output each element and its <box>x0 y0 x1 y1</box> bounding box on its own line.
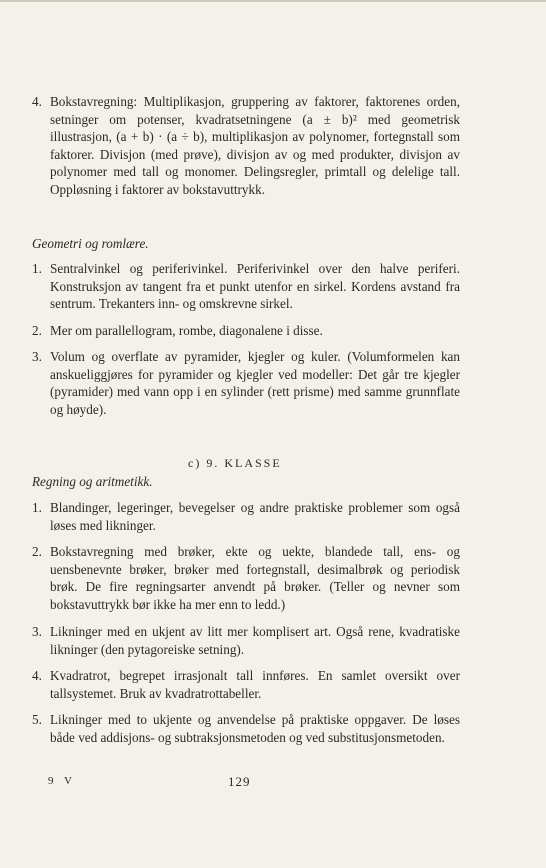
item-text: Kvadratrot, begrepet irrasjonalt tall innføres. En samlet oversikt over tallsystemet. Bruk av kvadratrottabeller. <box>50 668 460 701</box>
item-number: 2. <box>32 544 42 559</box>
item-number: 1. <box>32 500 42 515</box>
list-item <box>32 543 460 613</box>
list-item <box>32 260 460 313</box>
item-number: 1. <box>32 261 42 276</box>
item-number: 5. <box>32 712 42 727</box>
geometry-heading: Geometri og romlære. <box>32 236 149 251</box>
regning-heading: Regning og aritmetikk. <box>32 474 153 489</box>
item-number: 4. <box>32 668 42 683</box>
list-item <box>32 93 460 199</box>
list-item <box>32 623 460 658</box>
item-text: Blandinger, legeringer, bevegelser og andre praktiske problemer som også løses med likninger. <box>50 500 460 533</box>
item-text: Likninger med en ukjent av litt mer komplisert art. Også rene, kvadratiske likninger (den pytagoreiske setning). <box>50 624 460 657</box>
item-number: 3. <box>32 349 42 364</box>
item-text: Likninger med to ukjente og anvendelse på praktiske oppgaver. De løses både ved addisjons- og subtraksjonsmetoden og ved substitusjonsmetoden. <box>50 712 460 745</box>
item-number: 4. <box>32 94 42 109</box>
item-text: Mer om parallellogram, rombe, diagonalene i disse. <box>50 323 323 338</box>
page-number: 129 <box>228 774 251 789</box>
item-text: Sentralvinkel og periferivinkel. Periferivinkel over den halve periferi. Konstruksjon av tangent fra et punkt utenfor en sirkel. Kordens avstand fra sentrum. Trekanters inn- og omskrevne sirkel. <box>50 261 460 312</box>
list-item <box>32 322 460 340</box>
list-item <box>32 348 460 418</box>
item-number: 3. <box>32 624 42 639</box>
class-heading: c) 9. KLASSE <box>188 456 282 470</box>
item-text: Bokstavregning: Multiplikasjon, gruppering av faktorer, faktorenes orden, setninger om potenser, kvadratsetningene (a ± b)² med geometrisk illustrasjon, (a + b) · (a ÷ b), multiplikasjon av polynomer, fortegnstall som faktorer. Divisjon (med prøve), divisjon av og med produkter, divisjon av polynomer med tall og monomer. Delingsregler, primtall og delelige tall. Oppløsning i faktorer av bokstavuttrykk. <box>50 94 460 197</box>
item-number: 2. <box>32 323 42 338</box>
item-text: Bokstavregning med brøker, ekte og uekte, blandede tall, ens- og uensbenevnte brøker, brøker med fortegnstall, desimalbrøk og periodisk brøk. De fire regningsarter anvendt på brøker. (Teller og nevner som bokstavuttrykk bør ikke ha mer enn to ledd.) <box>50 544 460 612</box>
printer-signature: 9 V <box>48 775 76 787</box>
list-item <box>32 667 460 702</box>
list-item <box>32 499 460 534</box>
list-item <box>32 711 460 746</box>
item-text: Volum og overflate av pyramider, kjegler og kuler. (Volumformelen kan anskueliggjøres for pyramider og kjegler ved modeller: Det går tre kjegler (pyramider) med vann opp i en sylinder (rett prisme) med samme grunnflate og høyde). <box>50 349 460 417</box>
